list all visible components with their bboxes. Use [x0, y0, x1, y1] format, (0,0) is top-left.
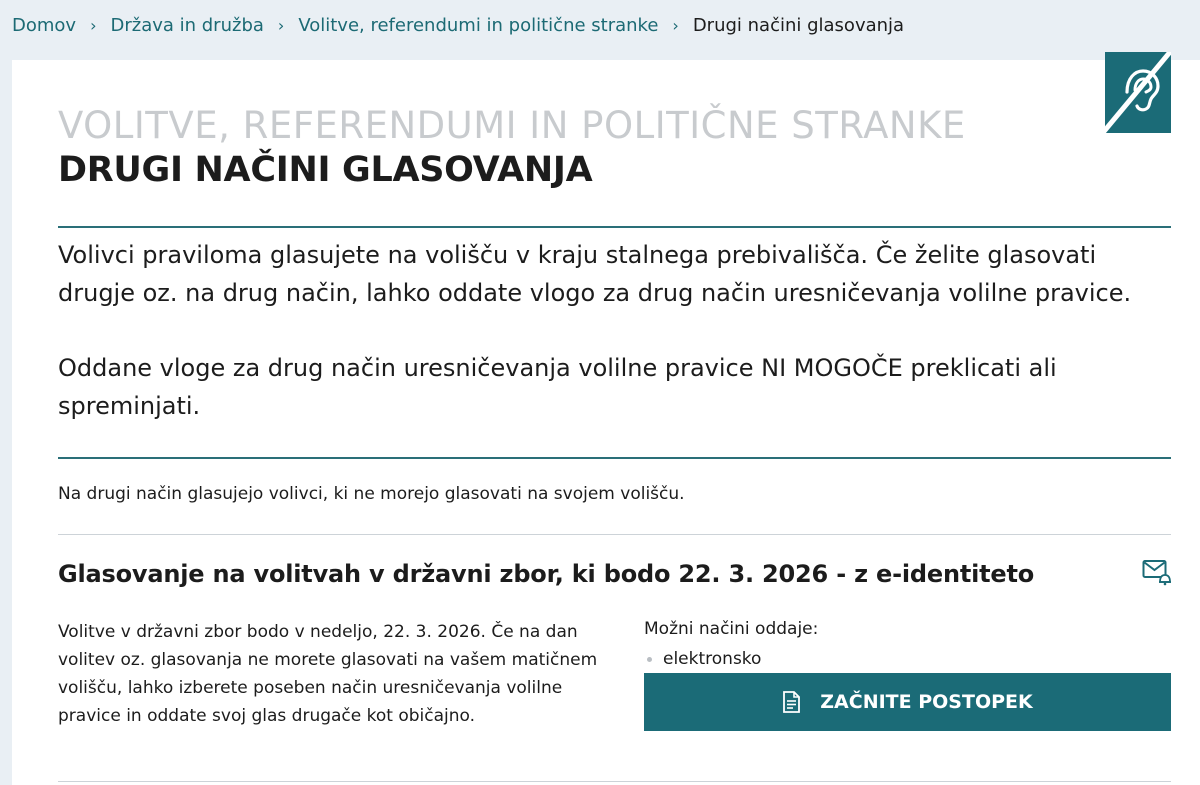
divider [58, 534, 1171, 535]
divider [58, 781, 1171, 782]
start-button-label: ZAČNITE POSTOPEK [820, 691, 1033, 713]
breadcrumb-link-elections[interactable]: Volitve, referendumi in politične stranke [298, 14, 659, 36]
breadcrumb-separator: › [90, 15, 97, 35]
list-item [644, 647, 761, 671]
page-title: DRUGI NAČINI GLASOVANJA [58, 150, 593, 190]
service-title: Glasovanje na volitvah v državni zbor, ki bodo 22. 3. 2026 - z e-identiteto [58, 560, 1035, 588]
document-form-icon [782, 691, 802, 713]
hearing-accessibility-icon [1105, 52, 1171, 133]
breadcrumb-current: Drugi načini glasovanja [692, 14, 905, 36]
service-description: Volitve v državni zbor bodo v nedeljo, 22. 3. 2026. Če na dan volitev oz. glasovanja ne morete glasovati na vašem matičnem volišču, lahko izberete poseben način uresničevanja volilne pravice in oddate svoj glas drugače kot običajno. [58, 622, 598, 726]
divider [58, 457, 1171, 459]
breadcrumb-link-home[interactable]: Domov [12, 14, 77, 36]
breadcrumb [12, 12, 904, 38]
methods-label: Možni načini oddaje: [644, 619, 819, 639]
breadcrumb-link-state-society[interactable]: Država in družba [110, 14, 264, 36]
divider [58, 226, 1171, 228]
start-procedure-button[interactable] [644, 673, 1171, 731]
breadcrumb-separator: › [672, 15, 679, 35]
methods-list [644, 647, 761, 671]
lead-paragraph: Volivci praviloma glasujete na volišču v kraju stalnega prebivališča. Če želite glasovati drugje oz. na drug način, lahko oddate vlogo za drug način uresničevanja volilne pravice. [58, 241, 1132, 307]
mail-notification-icon[interactable] [1142, 558, 1172, 586]
intro-text: Na drugi način glasujejo volivci, ki ne morejo glasovati na svojem volišču. [58, 484, 685, 504]
bullet-icon [647, 657, 652, 662]
hearing-accessibility-button[interactable] [1105, 52, 1171, 133]
lead-notice-paragraph: Oddane vloge za drug način uresničevanja volilne pravice NI MOGOČE preklicati ali spreminjati. [58, 354, 1057, 420]
method-label: elektronsko [663, 649, 762, 669]
section-super-title: VOLITVE, REFERENDUMI IN POLITIČNE STRANKE [58, 104, 966, 147]
breadcrumb-separator: › [277, 15, 285, 35]
